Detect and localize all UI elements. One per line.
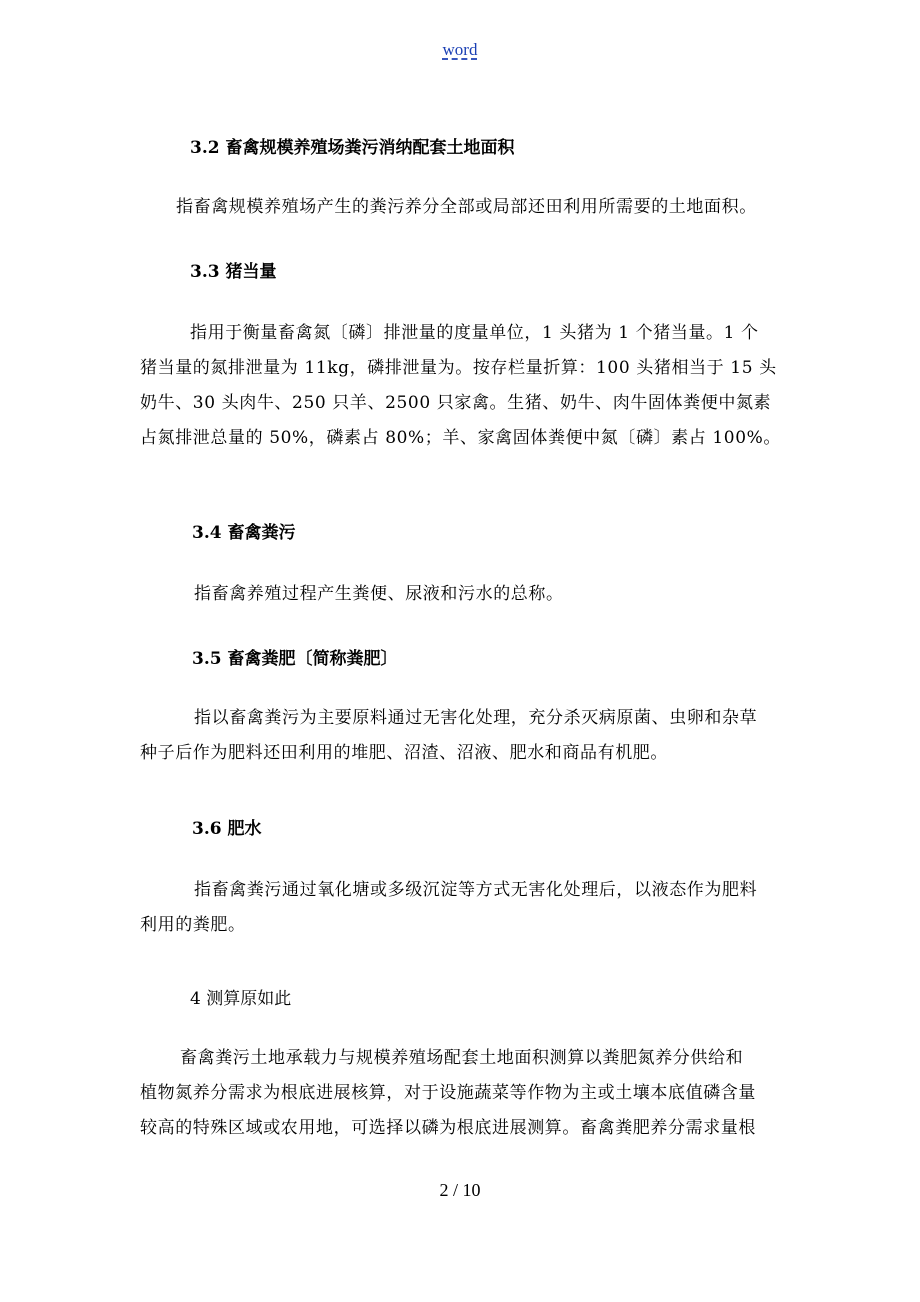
section-3-2-line-1: 指畜禽规模养殖场产生的粪污养分全部或局部还田利用所需要的土地面积。 [176, 197, 757, 217]
section-3-2-heading: 3.2 畜禽规模养殖场粪污消纳配套土地面积 [190, 138, 515, 158]
section-3-2-body [176, 190, 796, 225]
section-4-line-1: 畜禽粪污土地承载力与规模养殖场配套土地面积测算以粪肥氮养分供给和 [180, 1048, 744, 1068]
section-4-body [140, 1041, 782, 1146]
section-3-5-line-1: 指以畜禽粪污为主要原料通过无害化处理，充分杀灭病原菌、虫卵和杂草 [194, 708, 758, 728]
section-4-line-2: 植物氮养分需求为根底进展核算，对于设施蔬菜等作物为主或土壤本底值磷含量 [140, 1083, 756, 1103]
section-3-3-line-4: 占氮排泄总量的 50%，磷素占 80%；羊、家禽固体粪便中氮〔磷〕素占 100%。 [140, 428, 781, 448]
section-3-6-line-1: 指畜禽粪污通过氧化塘或多级沉淀等方式无害化处理后，以液态作为肥料 [194, 880, 758, 900]
page-indicator: 2 / 10 [439, 1180, 481, 1200]
section-3-3-body [140, 316, 782, 456]
section-3-4-body [140, 577, 782, 612]
section-3-4-heading: 3.4 畜禽粪污 [192, 523, 296, 543]
section-3-3-line-2: 猪当量的氮排泄量为 11kg，磷排泄量为。按存栏量折算：100 头猪相当于 15 头 [140, 358, 777, 378]
section-3-6-line-2: 利用的粪肥。 [140, 915, 246, 935]
header-word-link[interactable]: word [442, 40, 478, 59]
section-4-heading: 4 测算原如此 [190, 989, 292, 1009]
section-3-5-heading: 3.5 畜禽粪肥〔简称粪肥〕 [192, 649, 398, 669]
section-3-3-line-3: 奶牛、30 头肉牛、250 只羊、2500 只家禽。生猪、奶牛、肉牛固体粪便中氮素 [140, 393, 772, 413]
section-3-5-line-2: 种子后作为肥料还田利用的堆肥、沼渣、沼液、肥水和商品有机肥。 [140, 743, 668, 763]
section-3-6-body [140, 873, 782, 943]
section-4-line-3: 较高的特殊区域或农用地，可选择以磷为根底进展测算。畜禽粪肥养分需求量根 [140, 1118, 756, 1138]
section-3-3-line-1: 指用于衡量畜禽氮〔磷〕排泄量的度量单位，1 头猪为 1 个猪当量。1 个 [190, 323, 759, 343]
section-3-5-body [140, 701, 782, 771]
section-3-3-heading: 3.3 猪当量 [190, 262, 277, 282]
section-3-6-heading: 3.6 肥水 [192, 819, 262, 839]
section-3-4-line-1: 指畜禽养殖过程产生粪便、尿液和污水的总称。 [194, 584, 564, 604]
